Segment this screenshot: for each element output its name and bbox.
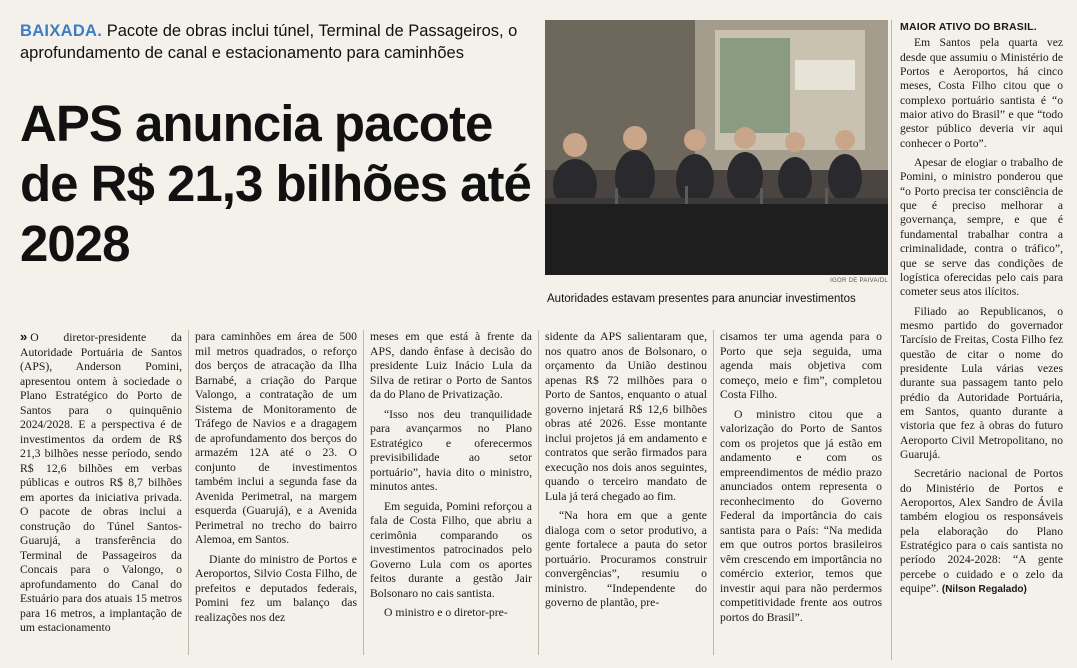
sidebar-title: MAIOR ATIVO DO BRASIL. bbox=[900, 21, 1037, 33]
body-paragraph: O ministro citou que a valorização do Porto de Santos com os projetos que já estão em andamento e com os empreendimentos de médio prazo anunciados ontem representa o reconhecimento do Governo Federal da importância do cais santista para o País: “Na medida em que outros portos brasileiros vêm crescendo em importância no comércio exterior, temos que investir aqui para não perdermos competitividade frente aos outros portos do Brasil”. bbox=[720, 407, 882, 624]
sidebar-paragraph-text: Secretário nacional de Portos do Ministério de Portos e Aeroportos, Alex Sandro de Ávila também elogiou os responsáveis pela elaboração do Plano Estratégico para o cais santista no período 2024-2028: “A gente percebe o cuidado e o zelo da equipe”. bbox=[900, 467, 1063, 596]
photo-illustration bbox=[545, 20, 888, 275]
column-divider bbox=[538, 330, 539, 655]
photo-caption: Autoridades estavam presentes para anunciar investimentos bbox=[547, 293, 856, 305]
body-paragraph: “Isso nos deu tranquilidade para avançarmos no Plano Estratégico e oferecermos previsibilidade ao setor portuário”, havia dito o ministro, minutos antes. bbox=[370, 407, 532, 493]
sidebar-paragraph bbox=[900, 467, 1063, 597]
body-paragraph: O ministro e o diretor-pre- bbox=[384, 606, 508, 619]
sidebar-paragraph: Em Santos pela quarta vez desde que assumiu o Ministério de Portos e Aeroportos, há cinco meses, Costa Filho citou que o complexo portuário santista é “o maior ativo do Brasil” e que “todo gestor público deveria vir aqui conhecer o Porto”. bbox=[900, 36, 1063, 150]
photo-credit: IGOR DE PAIVA/DL bbox=[830, 278, 888, 284]
body-column-2 bbox=[195, 330, 357, 660]
body-paragraph: “Na hora em que a gente dialoga com o setor produtivo, a gente fortalece a pauta do setor portuário. Procuramos construir convergências”, resumiu o ministro. “Independente do governo de plantão, pre- bbox=[545, 509, 707, 609]
column-divider bbox=[713, 330, 714, 655]
article-photo bbox=[545, 20, 888, 275]
body-paragraph: sidente da APS salientaram que, nos quatro anos de Bolsonaro, o orçamento da União destinou apenas R$ 72 milhões para o Porto de Santos, enquanto o atual governo injetará R$ 12,6 bilhões obras até 2026. Esse montante inclui projetos já em andamento e contratos que serão firmados para execução nos dois anos seguintes, quando o terceiro mandato de Lula já terá chegado ao fim. bbox=[545, 330, 707, 503]
body-paragraph: para caminhões em área de 500 mil metros quadrados, o reforço dos berços de atracação da Ilha Barnabé, a criação do Parque Valongo, a contratação de um Sistema de Monitoramento de Tráfego de Navios e a dragagem de aprofundamento dos berços do armazém 12A até o 23. O conjunto de investimentos também inclui a segunda fase da Avenida Perimetral, na margem esquerda (Guarujá), e a Avenida Perimetral no trecho do bairro Alemoa, em Santos. bbox=[195, 330, 357, 546]
sidebar-paragraph: Apesar de elogiar o trabalho de Pomini, o ministro ponderou que “o Porto precisa ter consciência de que é preciso melhorar a governança, sempre, e que é fundamental trabalhar contra a criminalidade, contra o tráfico”, que se serve das condições de logística oferecidas pelo cais para cometer seus atos ilícitos. bbox=[900, 156, 1063, 299]
body-column-3 bbox=[370, 330, 532, 660]
body-paragraph: cisamos ter uma agenda para o Porto que seja seguida, uma agenda mais objetiva com começo, meio e fim”, completou Costa Filho. bbox=[720, 330, 882, 401]
body-paragraph: Diante do ministro de Portos e Aeroportos, Silvio Costa Filho, de prefeitos e deputados federais, Pomini fez um balanço das realizações nos dez bbox=[195, 552, 357, 624]
column-divider bbox=[363, 330, 364, 655]
column-divider bbox=[188, 330, 189, 655]
article-kicker bbox=[20, 20, 540, 64]
kicker-text: Pacote de obras inclui túnel, Terminal de Passageiros, o aprofundamento de canal e estacionamento para caminhões bbox=[20, 22, 518, 62]
body-paragraph bbox=[20, 330, 182, 636]
lead-arrow-icon: » bbox=[20, 330, 28, 344]
kicker-tag: BAIXADA. bbox=[20, 22, 103, 40]
body-column-5 bbox=[720, 330, 882, 660]
sidebar-divider bbox=[891, 20, 892, 660]
sidebar-signature: (Nilson Regalado) bbox=[941, 584, 1027, 596]
body-paragraph: meses em que está à frente da APS, dando ênfase à decisão do presidente Luiz Inácio Lula da Silva de retirar o Porto de Santos da do Plano de Privatização. bbox=[370, 330, 532, 401]
body-column-1 bbox=[20, 330, 182, 660]
body-paragraph-text: O diretor-presidente da Autoridade Portuária de Santos (APS), Anderson Pomini, apresentou ontem à sociedade o Plano Estratégico do Porto de Santos para o quinquênio 2024/2028. E a perspectiva é de investimentos da ordem de R$ 21,3 bilhões nesse período, sendo R$ 12,6 bilhões em verbas públicas e outros R$ 8,7 bilhões em aportes da iniciativa privada. O pacote de obras inclui a construção do Túnel Santos-Guarujá, a transferência do Terminal de Passageiros da Concais para o Valongo, o aprofundamento do Canal do Estuário para dos atuais 15 metros para 16 metros, a implantação de um estacionamento bbox=[20, 331, 182, 634]
article-headline: APS anuncia pacote de R$ 21,3 bilhões até 2028 bbox=[20, 95, 531, 272]
sidebar-paragraph: Filiado ao Republicanos, o mesmo partido do governador Tarcísio de Freitas, Costa Filho fez questão de citar o nome do presidente Lula várias vezes durante sua passagem tanto pelo prédio da Autoridade Portuária, em Santos, quanto durante a vistoria que fez à obras do futuro Aeroporto Civil Metropolitano, no Guarujá. bbox=[900, 304, 1063, 461]
body-column-4 bbox=[545, 330, 707, 660]
body-paragraph: Em seguida, Pomini reforçou a fala de Costa Filho, que abriu a cerimônia comparando os investimentos patrocinados pelo Governo Lula com os aportes feitos durante a gestão Jair Bolsonaro no cais santista. bbox=[370, 499, 532, 600]
sidebar-box bbox=[900, 20, 1063, 660]
